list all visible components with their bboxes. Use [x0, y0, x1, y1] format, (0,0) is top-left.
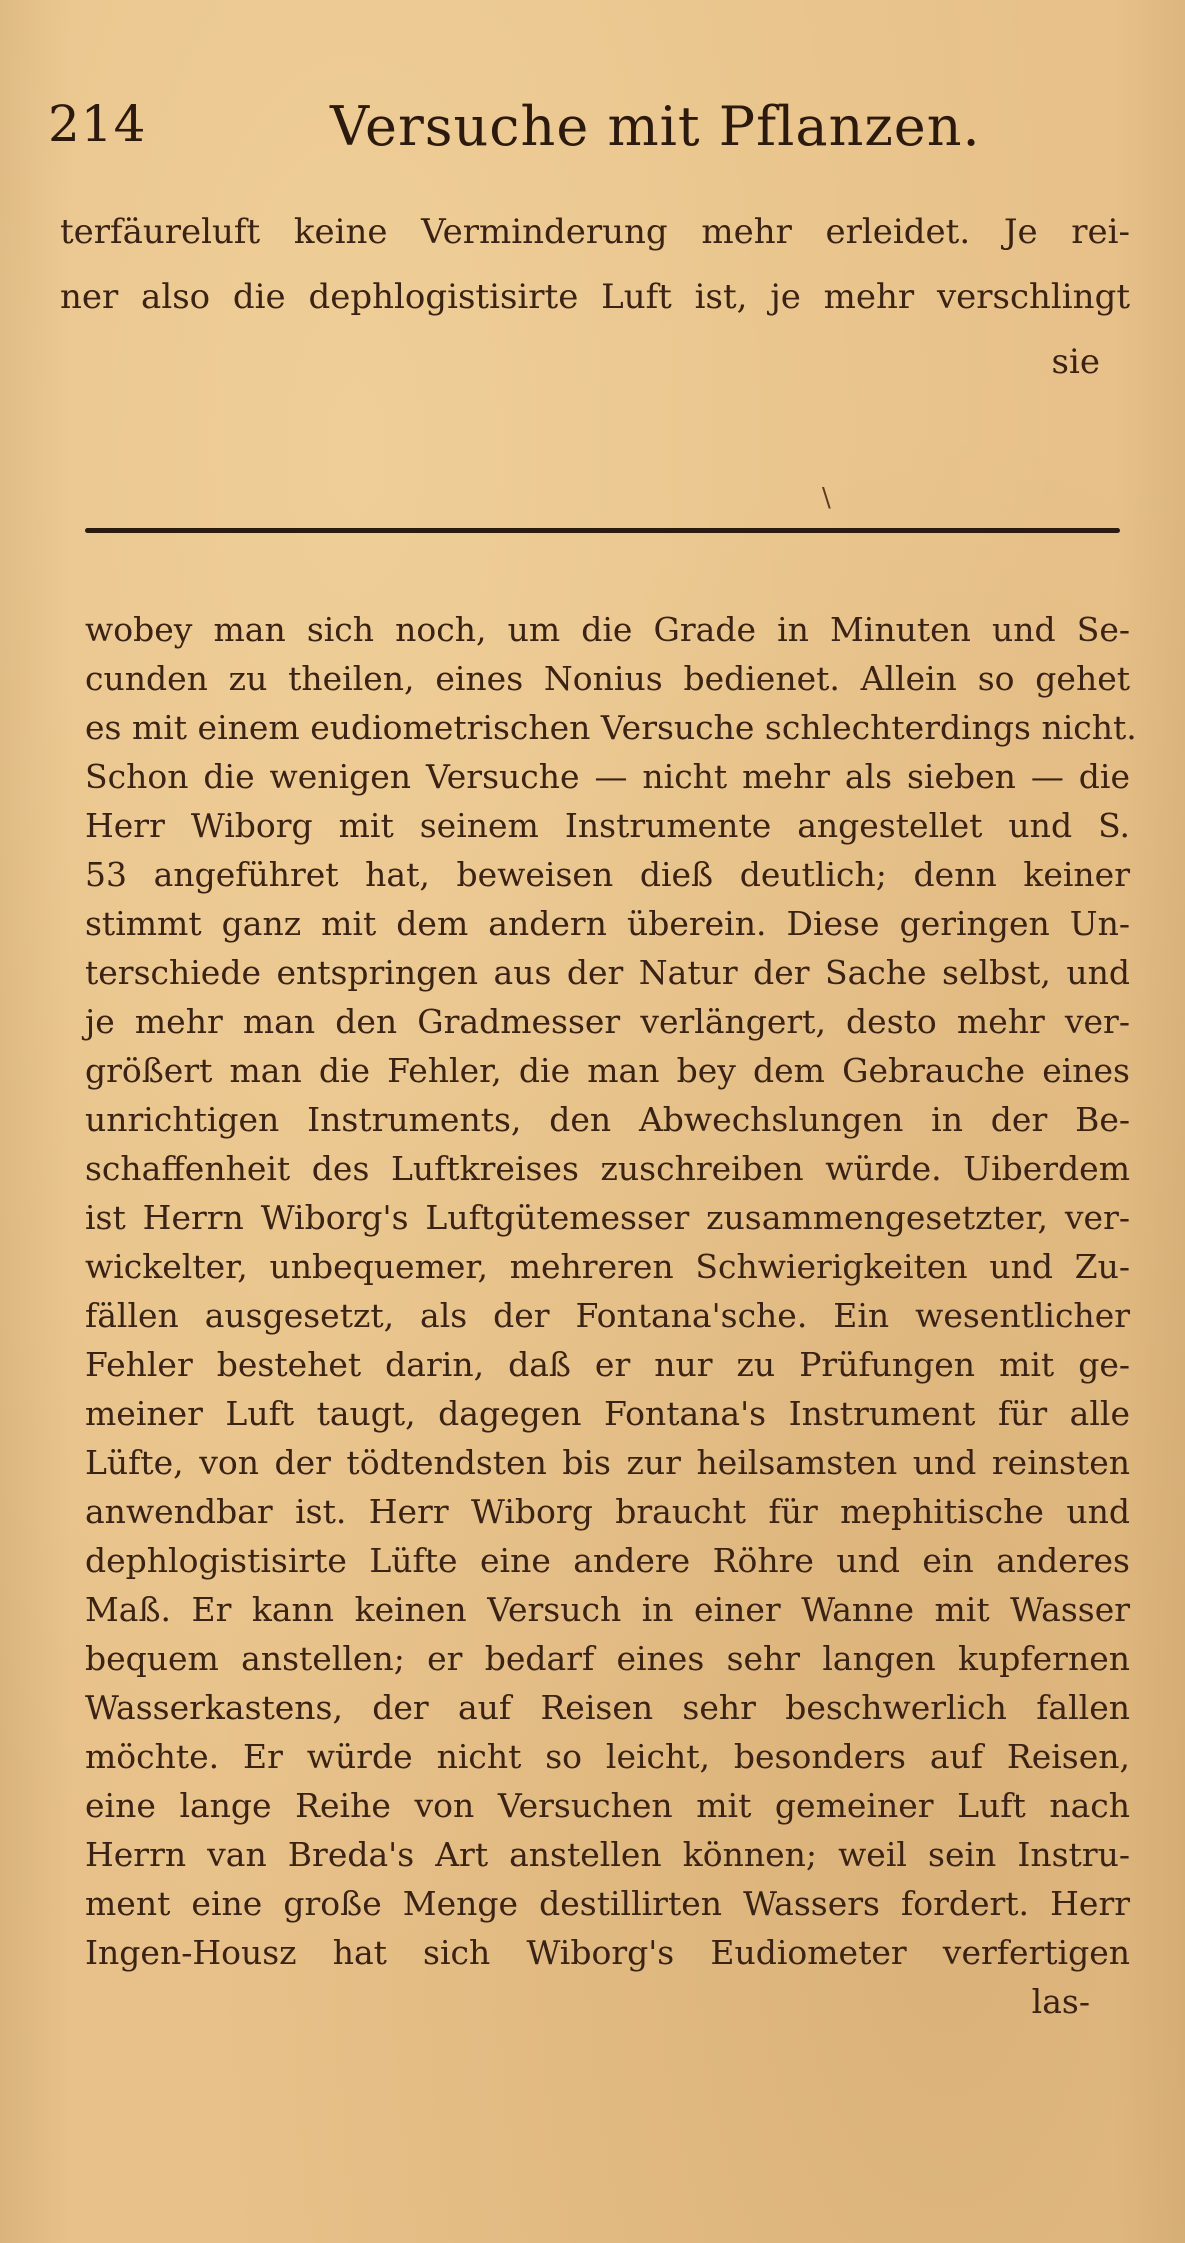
footnote-line: Herr Wiborg mit seinem Instrumente angestellet und S.	[85, 806, 1130, 845]
footnote-divider	[85, 528, 1120, 533]
footnote-line: je mehr man den Gradmesser verlängert, desto mehr ver-	[85, 1002, 1130, 1041]
main-text-block	[60, 200, 1130, 395]
footnote-line: terschiede entspringen aus der Natur der Sache selbst, und	[85, 953, 1130, 992]
footnote-line: eine lange Reihe von Versuchen mit gemeiner Luft nach	[85, 1786, 1130, 1825]
footnote-line: Wasserkastens, der auf Reisen sehr beschwerlich fallen	[85, 1688, 1130, 1727]
footnote-line: möchte. Er würde nicht so leicht, besonders auf Reisen,	[85, 1737, 1130, 1776]
main-catchword: sie	[1051, 342, 1100, 382]
footnote-line: Ingen-Housz hat sich Wiborg's Eudiometer verfertigen	[85, 1933, 1130, 1972]
footnote-line: Herrn van Breda's Art anstellen können; weil sein Instru-	[85, 1835, 1130, 1874]
footnote-line: stimmt ganz mit dem andern überein. Diese geringen Un-	[85, 904, 1130, 943]
footnote-line: unrichtigen Instruments, den Abwechslungen in der Be-	[85, 1100, 1130, 1139]
stray-mark: \	[822, 483, 831, 513]
footnote-line: wickelter, unbequemer, mehreren Schwierigkeiten und Zu-	[85, 1247, 1130, 1286]
footnote-catchword: las-	[1031, 1982, 1090, 2021]
footnote-line: Fehler bestehet darin, daß er nur zu Prüfungen mit ge-	[85, 1345, 1130, 1384]
footnote-line: es mit einem eudiometrischen Versuche schlechterdings nicht.	[85, 708, 1137, 747]
page-header	[40, 95, 1140, 175]
footnote-line: schaffenheit des Luftkreises zuschreiben würde. Uiberdem	[85, 1149, 1130, 1188]
footnote-line: Maß. Er kann keinen Versuch in einer Wanne mit Wasser	[85, 1590, 1130, 1629]
footnote-line: Lüfte, von der tödtendsten bis zur heilsamsten und reinsten	[85, 1443, 1130, 1482]
footnote-line: ist Herrn Wiborg's Luftgütemesser zusammengesetzter, ver-	[85, 1198, 1130, 1237]
footnote-line: dephlogistisirte Lüfte eine andere Röhre und ein anderes	[85, 1541, 1130, 1580]
footnote-line: bequem anstellen; er bedarf eines sehr langen kupfernen	[85, 1639, 1130, 1678]
page-number: 214	[48, 95, 147, 153]
footnote-line: Schon die wenigen Versuche — nicht mehr als sieben — die	[85, 757, 1130, 796]
footnote-line: 53 angeführet hat, beweisen dieß deutlich; denn keiner	[85, 855, 1130, 894]
footnote-line: anwendbar ist. Herr Wiborg braucht für mephitische und	[85, 1492, 1130, 1531]
footnote-line: fällen ausgesetzt, als der Fontana'sche. Ein wesentlicher	[85, 1296, 1130, 1335]
main-text-line: terfäureluft keine Verminderung mehr erleidet. Je rei-	[60, 212, 1130, 252]
main-text-line: ner also die dephlogistisirte Luft ist, je mehr verschlingt	[60, 277, 1130, 317]
footnote-line: größert man die Fehler, die man bey dem Gebrauche eines	[85, 1051, 1130, 1090]
footnote-line: cunden zu theilen, eines Nonius bedienet. Allein so gehet	[85, 659, 1130, 698]
footnote-block	[85, 605, 1137, 2026]
running-title: Versuche mit Pflanzen.	[330, 95, 981, 158]
footnote-line: wobey man sich noch, um die Grade in Minuten und Se-	[85, 610, 1130, 649]
footnote-line: ment eine große Menge destillirten Wassers fordert. Herr	[85, 1884, 1130, 1923]
footnote-line: meiner Luft taugt, dagegen Fontana's Instrument für alle	[85, 1394, 1130, 1433]
